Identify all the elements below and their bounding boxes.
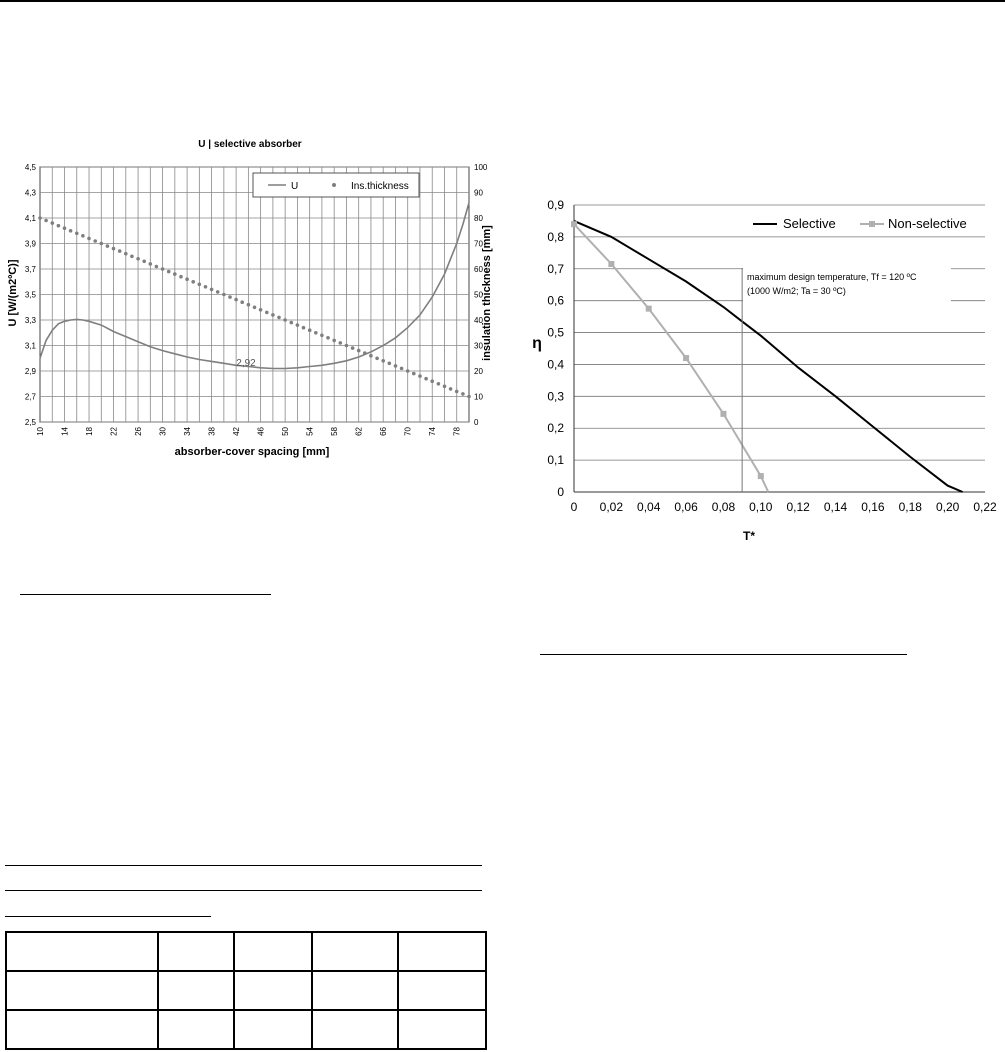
x-tick-label: 0,18	[898, 500, 922, 514]
ins-thickness-point	[155, 265, 159, 269]
y-right-tick-label: 90	[474, 188, 483, 198]
table-cell	[312, 1010, 398, 1049]
ins-thickness-point	[400, 367, 404, 371]
table-cell	[234, 971, 312, 1010]
ins-thickness-point	[424, 377, 428, 381]
table-cell	[398, 1010, 486, 1049]
ins-thickness-point	[314, 331, 318, 335]
x-tick-label: 0,14	[823, 500, 848, 514]
ins-thickness-point	[290, 321, 294, 325]
y-left-tick-label: 2,7	[24, 392, 36, 402]
table-cell	[312, 971, 398, 1010]
y-tick-label: 0,2	[547, 421, 564, 436]
x-axis-label: absorber-cover spacing [mm]	[174, 446, 330, 458]
grid	[40, 167, 469, 422]
y-left-tick-label: 4,1	[24, 214, 36, 223]
x-tick-label: 58	[330, 427, 340, 436]
annotation-line-1: maximum design temperature, Tf = 120 ºC	[747, 272, 917, 282]
underline-1	[20, 594, 271, 595]
ins-thickness-point	[253, 306, 257, 310]
ins-thickness-point	[210, 288, 214, 292]
y-left-tick-label: 2,9	[24, 367, 36, 376]
ins-thickness-point	[369, 354, 373, 358]
x-tick-label: 78	[452, 427, 462, 436]
ins-thickness-point	[265, 311, 269, 315]
x-tick-label: 0,10	[749, 500, 773, 514]
x-tick-label: 14	[60, 427, 70, 436]
y-tick-label: 0,1	[547, 453, 564, 468]
ins-thickness-point	[467, 395, 471, 399]
ins-thickness-point	[106, 244, 110, 248]
y-tick-label: 0,4	[547, 357, 564, 372]
x-tick-label: 0	[570, 500, 578, 514]
y-tick-label: 0,8	[547, 229, 564, 244]
y-tick-label: 0	[557, 485, 564, 499]
ins-thickness-point	[296, 323, 300, 327]
x-tick-label: 34	[183, 427, 193, 436]
y-axis-label: η	[532, 335, 542, 352]
y-tick-label: 0,5	[547, 325, 564, 340]
underline-2	[540, 654, 907, 655]
x-tick-label: 0,20	[935, 500, 960, 514]
x-tick-label: 74	[428, 427, 438, 436]
y-right-tick-label: 60	[474, 265, 483, 274]
ins-thickness-point	[277, 316, 281, 320]
legend-non-selective: Non-selective	[888, 216, 967, 231]
ins-thickness-point	[51, 221, 55, 225]
non-selective-marker	[758, 473, 764, 479]
x-tick-label: 0,16	[861, 500, 885, 514]
ins-thickness-point	[167, 270, 171, 274]
legend-selective: Selective	[783, 216, 836, 231]
ins-thickness-point	[339, 341, 343, 345]
ins-thickness-point	[130, 255, 134, 259]
table-cell	[158, 932, 234, 971]
non-selective-marker	[646, 306, 652, 312]
ins-thickness-point	[240, 300, 244, 304]
ins-thickness-point	[118, 249, 122, 253]
x-tick-label: 0,06	[674, 500, 698, 514]
table-cell	[6, 971, 158, 1010]
y-tick-label: 0,9	[547, 198, 564, 212]
legend-ins-thickness: Ins.thickness	[351, 181, 409, 192]
ins-thickness-point	[375, 357, 379, 361]
ins-thickness-point	[443, 385, 447, 389]
ins-thickness-point	[228, 295, 232, 299]
x-axis-label: T*	[743, 529, 755, 543]
x-tick-labels	[571, 500, 997, 514]
ins-thickness-point	[412, 372, 416, 376]
y-left-tick-label: 4,5	[24, 163, 36, 172]
ins-thickness-point	[179, 275, 183, 279]
y-right-tick-label: 0	[474, 418, 479, 427]
grid	[574, 205, 985, 492]
ins-thickness-point	[38, 216, 42, 220]
x-tick-label: 62	[354, 427, 364, 436]
x-tick-label: 30	[158, 427, 168, 436]
underline-4	[5, 890, 482, 891]
ins-thickness-point	[149, 262, 153, 266]
table-cell	[158, 971, 234, 1010]
ins-thickness-point	[320, 334, 324, 338]
ins-thickness-point	[124, 252, 128, 256]
y-tick-label: 0,3	[547, 389, 564, 404]
chart-title: U | selective absorber	[198, 139, 302, 150]
ins-thickness-point	[430, 379, 434, 383]
y-right-axis-label: insulation thickness [mm]	[481, 225, 493, 361]
data-table	[5, 931, 487, 1050]
table-cell	[6, 932, 158, 971]
y-right-tick-label: 40	[474, 316, 483, 325]
x-tick-label: 50	[281, 427, 291, 436]
table-cell	[398, 932, 486, 971]
ins-thickness-point	[271, 313, 275, 317]
ins-thickness-point	[136, 257, 140, 261]
ins-thickness-point	[363, 351, 367, 355]
x-tick-label: 54	[305, 427, 315, 436]
ins-thickness-point	[345, 344, 349, 348]
ins-thickness-point	[100, 242, 104, 246]
x-tick-label: 22	[109, 427, 119, 436]
ins-thickness-point	[437, 382, 441, 386]
x-tick-label: 26	[134, 427, 144, 436]
ins-thickness-point	[302, 326, 306, 330]
ins-thickness-point	[418, 374, 422, 378]
y-left-tick-label: 3,1	[24, 341, 36, 351]
y-left-axis-label: U [W/(m2ºC)]	[7, 259, 19, 327]
series-line-non-selective	[574, 224, 768, 492]
ins-thickness-point	[173, 272, 177, 276]
ins-thickness-point	[326, 336, 330, 340]
x-tick-label: 0,08	[711, 500, 736, 514]
y-left-tick-labels	[25, 163, 37, 427]
x-tick-labels	[36, 426, 462, 435]
ins-thickness-point	[63, 226, 67, 230]
x-tick-label: 42	[232, 427, 242, 436]
minimum-annotation: 2,92	[236, 358, 256, 369]
series-line-selective	[574, 221, 963, 492]
ins-thickness-point	[461, 392, 465, 396]
x-tick-label: 46	[256, 427, 266, 436]
x-tick-label: 18	[85, 427, 95, 436]
y-left-tick-label: 3,3	[24, 316, 36, 325]
underline-3	[5, 865, 482, 866]
legend	[253, 173, 419, 197]
x-tick-label: 38	[207, 427, 217, 436]
non-selective-marker	[720, 411, 726, 417]
legend-u: U	[291, 181, 299, 192]
ins-thickness-point	[332, 339, 336, 343]
table-cell	[234, 1010, 312, 1049]
ins-thickness-point	[455, 390, 459, 394]
ins-thickness-point	[388, 362, 392, 366]
ins-thickness-point	[234, 298, 238, 302]
header-rule	[0, 0, 1005, 2]
x-tick-label: 0,12	[786, 500, 810, 514]
x-tick-label: 66	[379, 427, 389, 436]
efficiency-chart	[515, 190, 1005, 550]
y-left-tick-label: 2,5	[24, 418, 36, 427]
ins-thickness-point	[185, 277, 189, 281]
ins-thickness-point	[406, 369, 410, 373]
table-cell	[312, 932, 398, 971]
y-right-tick-label: 10	[474, 392, 483, 402]
ins-thickness-point	[87, 237, 91, 241]
ins-thickness-point	[259, 308, 263, 312]
x-tick-label: 70	[403, 427, 413, 436]
x-tick-label: 0,22	[973, 500, 997, 514]
ins-thickness-point	[283, 318, 287, 322]
ins-thickness-point	[44, 219, 48, 223]
ins-thickness-point	[69, 229, 73, 233]
table-row	[6, 971, 486, 1010]
ins-thickness-point	[112, 247, 116, 251]
ins-thickness-point	[222, 293, 226, 297]
x-tick-label: 0,04	[637, 500, 661, 514]
ins-thickness-point	[93, 239, 97, 243]
ins-thickness-point	[142, 260, 146, 264]
y-tick-labels	[547, 198, 564, 499]
table-cell	[234, 932, 312, 971]
table-cell	[158, 1010, 234, 1049]
ins-thickness-point	[351, 346, 355, 350]
y-right-tick-label: 50	[474, 290, 483, 300]
ins-thickness-point	[204, 285, 208, 289]
y-right-tick-label: 30	[474, 341, 483, 351]
ins-thickness-point	[191, 280, 195, 284]
ins-thickness-point	[75, 232, 79, 236]
ins-thickness-point	[381, 359, 385, 363]
ins-thickness-point	[216, 290, 220, 294]
ins-thickness-point	[161, 267, 165, 271]
y-right-tick-label: 70	[474, 239, 483, 249]
u-selective-absorber-chart	[0, 130, 500, 465]
y-right-tick-label: 100	[474, 163, 488, 172]
legend	[745, 212, 975, 234]
ins-thickness-point	[247, 303, 251, 307]
y-left-tick-label: 3,9	[24, 239, 36, 249]
y-right-tick-label: 20	[474, 367, 483, 376]
x-tick-label: 10	[36, 427, 45, 436]
underline-5	[5, 916, 211, 917]
annotation-line-2: (1000 W/m2; Ta = 30 ºC)	[747, 286, 846, 296]
ins-thickness-point	[357, 349, 361, 353]
non-selective-marker	[683, 355, 689, 361]
ins-thickness-point	[394, 364, 398, 368]
y-left-tick-label: 3,5	[24, 290, 36, 300]
table-cell	[398, 971, 486, 1010]
series-group	[571, 221, 963, 492]
y-tick-label: 0,7	[547, 261, 564, 276]
ins-thickness-point	[198, 283, 202, 287]
non-selective-marker	[571, 221, 577, 227]
table-cell	[6, 1010, 158, 1049]
ins-thickness-point	[57, 224, 61, 228]
table-row	[6, 932, 486, 971]
x-tick-label: 0,02	[599, 500, 624, 514]
ins-thickness-point	[308, 328, 312, 332]
y-left-tick-label: 3,7	[24, 265, 36, 274]
y-left-tick-label: 4,3	[24, 188, 36, 198]
ins-thickness-point	[449, 387, 453, 391]
ins-thickness-point	[81, 234, 85, 238]
y-tick-label: 0,6	[547, 293, 564, 308]
table-row	[6, 1010, 486, 1049]
y-right-tick-label: 80	[474, 214, 483, 223]
non-selective-marker	[608, 261, 614, 267]
